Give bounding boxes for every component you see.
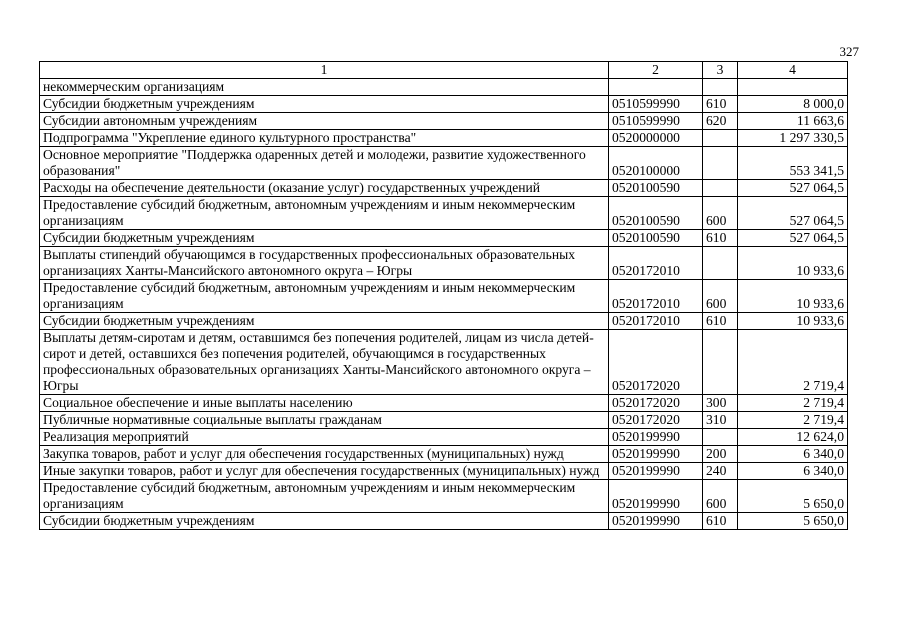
- table-header: [40, 62, 848, 79]
- table-row: [40, 247, 848, 280]
- header-col-3: 3: [703, 62, 738, 79]
- row-name-cell: Субсидии бюджетным учреждениям: [40, 96, 609, 113]
- row-sum-cell: 6 340,0: [738, 463, 848, 480]
- row-name-cell: Расходы на обеспечение деятельности (оказание услуг) государственных учреждений: [40, 180, 609, 197]
- row-code-cell: 0520199990: [609, 480, 703, 513]
- row-sum-cell: 11 663,6: [738, 113, 848, 130]
- table-row: [40, 446, 848, 463]
- row-sum-cell: 527 064,5: [738, 180, 848, 197]
- row-type-cell: [703, 247, 738, 280]
- table-row: [40, 412, 848, 429]
- row-type-cell: 610: [703, 230, 738, 247]
- table-row: [40, 147, 848, 180]
- row-code-cell: 0520000000: [609, 130, 703, 147]
- table-row: [40, 395, 848, 412]
- row-type-cell: 310: [703, 412, 738, 429]
- row-code-cell: 0520199990: [609, 429, 703, 446]
- row-sum-cell: 1 297 330,5: [738, 130, 848, 147]
- row-sum-cell: 10 933,6: [738, 280, 848, 313]
- row-name-cell: Публичные нормативные социальные выплаты гражданам: [40, 412, 609, 429]
- row-sum-cell: [738, 79, 848, 96]
- row-code-cell: 0520100590: [609, 230, 703, 247]
- row-type-cell: 240: [703, 463, 738, 480]
- row-sum-cell: 10 933,6: [738, 247, 848, 280]
- header-row: [40, 62, 848, 79]
- table-row: [40, 463, 848, 480]
- row-name-cell: Реализация мероприятий: [40, 429, 609, 446]
- row-name-cell: Предоставление субсидий бюджетным, автономным учреждениям и иным некоммерческим организациям: [40, 280, 609, 313]
- table-row: [40, 180, 848, 197]
- row-type-cell: [703, 180, 738, 197]
- row-type-cell: [703, 147, 738, 180]
- row-sum-cell: 10 933,6: [738, 313, 848, 330]
- row-sum-cell: 553 341,5: [738, 147, 848, 180]
- row-type-cell: [703, 330, 738, 395]
- header-col-1: 1: [40, 62, 609, 79]
- row-code-cell: 0520100590: [609, 180, 703, 197]
- row-type-cell: 620: [703, 113, 738, 130]
- table-row: [40, 330, 848, 395]
- table-row: [40, 197, 848, 230]
- row-name-cell: Субсидии бюджетным учреждениям: [40, 230, 609, 247]
- row-code-cell: 0520172020: [609, 330, 703, 395]
- row-sum-cell: 8 000,0: [738, 96, 848, 113]
- row-name-cell: Субсидии бюджетным учреждениям: [40, 313, 609, 330]
- table-row: [40, 313, 848, 330]
- header-col-2: 2: [609, 62, 703, 79]
- table-row: [40, 280, 848, 313]
- page-number: 327: [839, 44, 859, 59]
- row-type-cell: 610: [703, 513, 738, 530]
- row-code-cell: 0510599990: [609, 96, 703, 113]
- row-type-cell: [703, 429, 738, 446]
- row-code-cell: 0520172020: [609, 412, 703, 429]
- table-row: [40, 513, 848, 530]
- row-code-cell: 0520199990: [609, 446, 703, 463]
- row-code-cell: 0520199990: [609, 463, 703, 480]
- row-sum-cell: 6 340,0: [738, 446, 848, 463]
- table-body: [40, 79, 848, 530]
- header-col-4: 4: [738, 62, 848, 79]
- row-sum-cell: 2 719,4: [738, 330, 848, 395]
- row-name-cell: Социальное обеспечение и иные выплаты населению: [40, 395, 609, 412]
- row-type-cell: 610: [703, 313, 738, 330]
- row-code-cell: 0520100000: [609, 147, 703, 180]
- row-code-cell: 0520199990: [609, 513, 703, 530]
- row-sum-cell: 5 650,0: [738, 480, 848, 513]
- row-name-cell: некоммерческим организациям: [40, 79, 609, 96]
- table-row: [40, 480, 848, 513]
- row-sum-cell: 2 719,4: [738, 395, 848, 412]
- table-row: [40, 429, 848, 446]
- row-type-cell: 600: [703, 280, 738, 313]
- table-row: [40, 96, 848, 113]
- row-name-cell: Закупка товаров, работ и услуг для обеспечения государственных (муниципальных) нужд: [40, 446, 609, 463]
- row-code-cell: 0520100590: [609, 197, 703, 230]
- row-type-cell: [703, 79, 738, 96]
- table-row: [40, 79, 848, 96]
- row-name-cell: Субсидии бюджетным учреждениям: [40, 513, 609, 530]
- row-sum-cell: 5 650,0: [738, 513, 848, 530]
- row-sum-cell: 527 064,5: [738, 197, 848, 230]
- budget-table: [39, 61, 848, 530]
- row-name-cell: Предоставление субсидий бюджетным, автономным учреждениям и иным некоммерческим организациям: [40, 197, 609, 230]
- row-name-cell: Иные закупки товаров, работ и услуг для обеспечения государственных (муниципальных) нужд: [40, 463, 609, 480]
- row-name-cell: Выплаты детям-сиротам и детям, оставшимся без попечения родителей, лицам из числа детей-сирот и детей, оставшихся без попечения родителей, обучающимся в государственных профессиональных образовательных организациях Ханты-Мансийского автономного округа – Югры: [40, 330, 609, 395]
- row-code-cell: 0520172010: [609, 247, 703, 280]
- row-type-cell: 600: [703, 197, 738, 230]
- row-sum-cell: 12 624,0: [738, 429, 848, 446]
- row-sum-cell: 2 719,4: [738, 412, 848, 429]
- table-row: [40, 230, 848, 247]
- row-type-cell: [703, 130, 738, 147]
- row-name-cell: Выплаты стипендий обучающимся в государственных профессиональных образовательных организациях Ханты-Мансийского автономного округа – Югры: [40, 247, 609, 280]
- table-row: [40, 113, 848, 130]
- row-sum-cell: 527 064,5: [738, 230, 848, 247]
- row-code-cell: 0520172010: [609, 313, 703, 330]
- row-type-cell: 200: [703, 446, 738, 463]
- row-code-cell: 0510599990: [609, 113, 703, 130]
- row-name-cell: Субсидии автономным учреждениям: [40, 113, 609, 130]
- row-code-cell: 0520172010: [609, 280, 703, 313]
- row-code-cell: [609, 79, 703, 96]
- row-type-cell: 610: [703, 96, 738, 113]
- row-name-cell: Основное мероприятие "Поддержка одаренных детей и молодежи, развитие художественного образования": [40, 147, 609, 180]
- table-row: [40, 130, 848, 147]
- row-type-cell: 600: [703, 480, 738, 513]
- row-name-cell: Подпрограмма "Укрепление единого культурного пространства": [40, 130, 609, 147]
- row-code-cell: 0520172020: [609, 395, 703, 412]
- row-type-cell: 300: [703, 395, 738, 412]
- row-name-cell: Предоставление субсидий бюджетным, автономным учреждениям и иным некоммерческим организациям: [40, 480, 609, 513]
